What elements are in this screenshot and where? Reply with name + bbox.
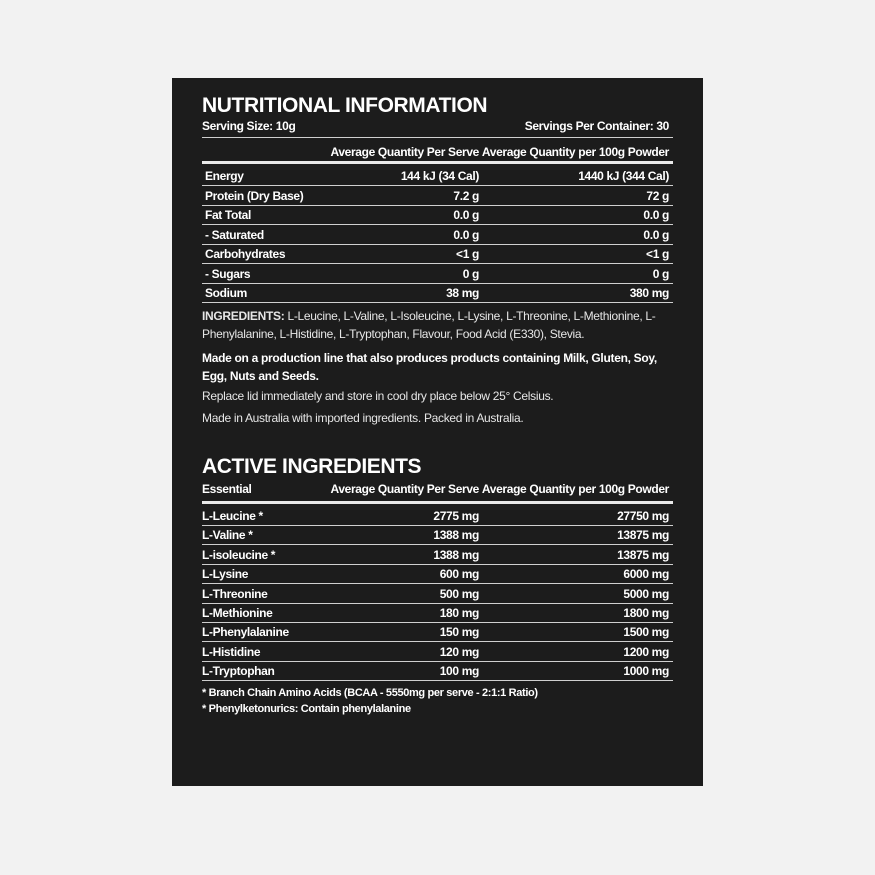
active-title: ACTIVE INGREDIENTS (202, 455, 422, 478)
table-row (202, 564, 673, 584)
col-header-per-100g: Average Quantity per 100g Powder (481, 482, 669, 496)
col-header-per-serve: Average Quantity Per Serve (330, 482, 479, 496)
ingredients-list: L-Leucine, L-Valine, L-Isoleucine, L-Lysine, L-Threonine, L-Methionine, L-Phenylalanine, L-Histidine, L-Tryptophan, Flavour, Food Acid (E330), Stevia. (202, 309, 656, 341)
per-serve-value: 0 g (462, 266, 479, 281)
table-row (202, 225, 673, 245)
per-serve-value: 150 mg (439, 625, 479, 640)
row-label: Sodium (205, 286, 247, 300)
table-row (202, 205, 673, 225)
nutrition-label-panel (172, 78, 703, 786)
row-label: L-Phenylalanine (202, 625, 289, 640)
row-label: L-isoleucine * (202, 547, 276, 562)
per-serve-value: 1388 mg (433, 547, 479, 562)
row-label: Protein (Dry Base) (205, 188, 304, 203)
per-100g-value: 5000 mg (623, 586, 669, 601)
row-label: - Saturated (205, 227, 264, 242)
per-100g-value: 1000 mg (623, 664, 669, 679)
per-100g-value: 0.0 g (643, 227, 669, 242)
per-100g-value: 13875 mg (617, 528, 669, 543)
per-serve-value: 600 mg (439, 567, 479, 582)
row-label: L-Tryptophan (202, 664, 275, 679)
per-serve-value: 144 kJ (34 Cal) (400, 169, 479, 183)
row-label: L-Valine * (202, 528, 253, 543)
footnote-phenylketonurics: * Phenylketonurics: Contain phenylalanine (202, 703, 411, 715)
origin-statement: Made in Australia with imported ingredients. Packed in Australia. (202, 411, 524, 425)
divider-thick (202, 161, 673, 164)
row-label: L-Methionine (202, 606, 273, 620)
per-100g-value: 72 g (646, 188, 669, 203)
table-row (202, 264, 673, 284)
table-row (202, 642, 673, 662)
table-row (202, 525, 673, 545)
storage-instructions: Replace lid immediately and store in cool dry place below 25° Celsius. (202, 389, 554, 403)
per-serve-value: 0.0 g (453, 227, 479, 242)
per-100g-value: <1 g (646, 247, 669, 261)
per-100g-value: 1200 mg (623, 644, 669, 659)
row-label: L-Leucine * (202, 509, 263, 523)
col-header-per-100g: Average Quantity per 100g Powder (481, 145, 669, 159)
per-100g-value: 1440 kJ (344 Cal) (578, 169, 669, 183)
table-row (202, 186, 673, 206)
ingredients-label: INGREDIENTS: (202, 309, 285, 323)
per-100g-value: 1500 mg (623, 625, 669, 640)
col-header-per-serve: Average Quantity Per Serve (330, 145, 479, 159)
row-label: Carbohydrates (205, 247, 286, 261)
row-label: L-Lysine (202, 567, 249, 582)
per-100g-value: 27750 mg (617, 509, 669, 523)
servings-per-container: Servings Per Container: 30 (524, 119, 669, 133)
table-row (202, 622, 673, 642)
row-label: Fat Total (205, 208, 251, 222)
per-100g-value: 13875 mg (617, 547, 669, 562)
table-row (202, 166, 673, 186)
per-serve-value: 1388 mg (433, 528, 479, 543)
per-100g-value: 6000 mg (623, 567, 669, 582)
per-serve-value: 38 mg (446, 286, 479, 300)
row-label: L-Threonine (202, 586, 268, 601)
per-serve-value: 120 mg (439, 644, 479, 659)
divider (202, 137, 673, 138)
table-row (202, 545, 673, 565)
table-row (202, 584, 673, 604)
footnote-bcaa: * Branch Chain Amino Acids (BCAA - 5550mg per serve - 2:1:1 Ratio) (202, 687, 538, 699)
per-serve-value: 2775 mg (433, 509, 479, 523)
per-serve-value: 7.2 g (453, 188, 479, 203)
table-row (202, 603, 673, 623)
divider-thick (202, 501, 673, 504)
col-header-essential: Essential (202, 482, 252, 496)
ingredients-text (202, 307, 677, 343)
row-label: L-Histidine (202, 644, 261, 659)
row-label: Energy (205, 169, 244, 183)
per-100g-value: 0.0 g (643, 208, 669, 222)
table-row (202, 506, 673, 526)
serving-size: Serving Size: 10g (202, 119, 296, 133)
per-100g-value: 380 mg (629, 286, 669, 300)
allergen-statement: Made on a production line that also produces products containing Milk, Gluten, Soy, Egg, Nuts and Seeds. (202, 351, 657, 383)
per-serve-value: 180 mg (439, 606, 479, 620)
table-row (202, 283, 673, 303)
per-100g-value: 1800 mg (623, 606, 669, 620)
nutrition-title: NUTRITIONAL INFORMATION (202, 94, 488, 117)
per-serve-value: 0.0 g (453, 208, 479, 222)
table-row (202, 661, 673, 681)
per-serve-value: 100 mg (439, 664, 479, 679)
table-row (202, 244, 673, 264)
per-100g-value: 0 g (652, 266, 669, 281)
per-serve-value: <1 g (456, 247, 479, 261)
per-serve-value: 500 mg (439, 586, 479, 601)
row-label: - Sugars (205, 266, 251, 281)
